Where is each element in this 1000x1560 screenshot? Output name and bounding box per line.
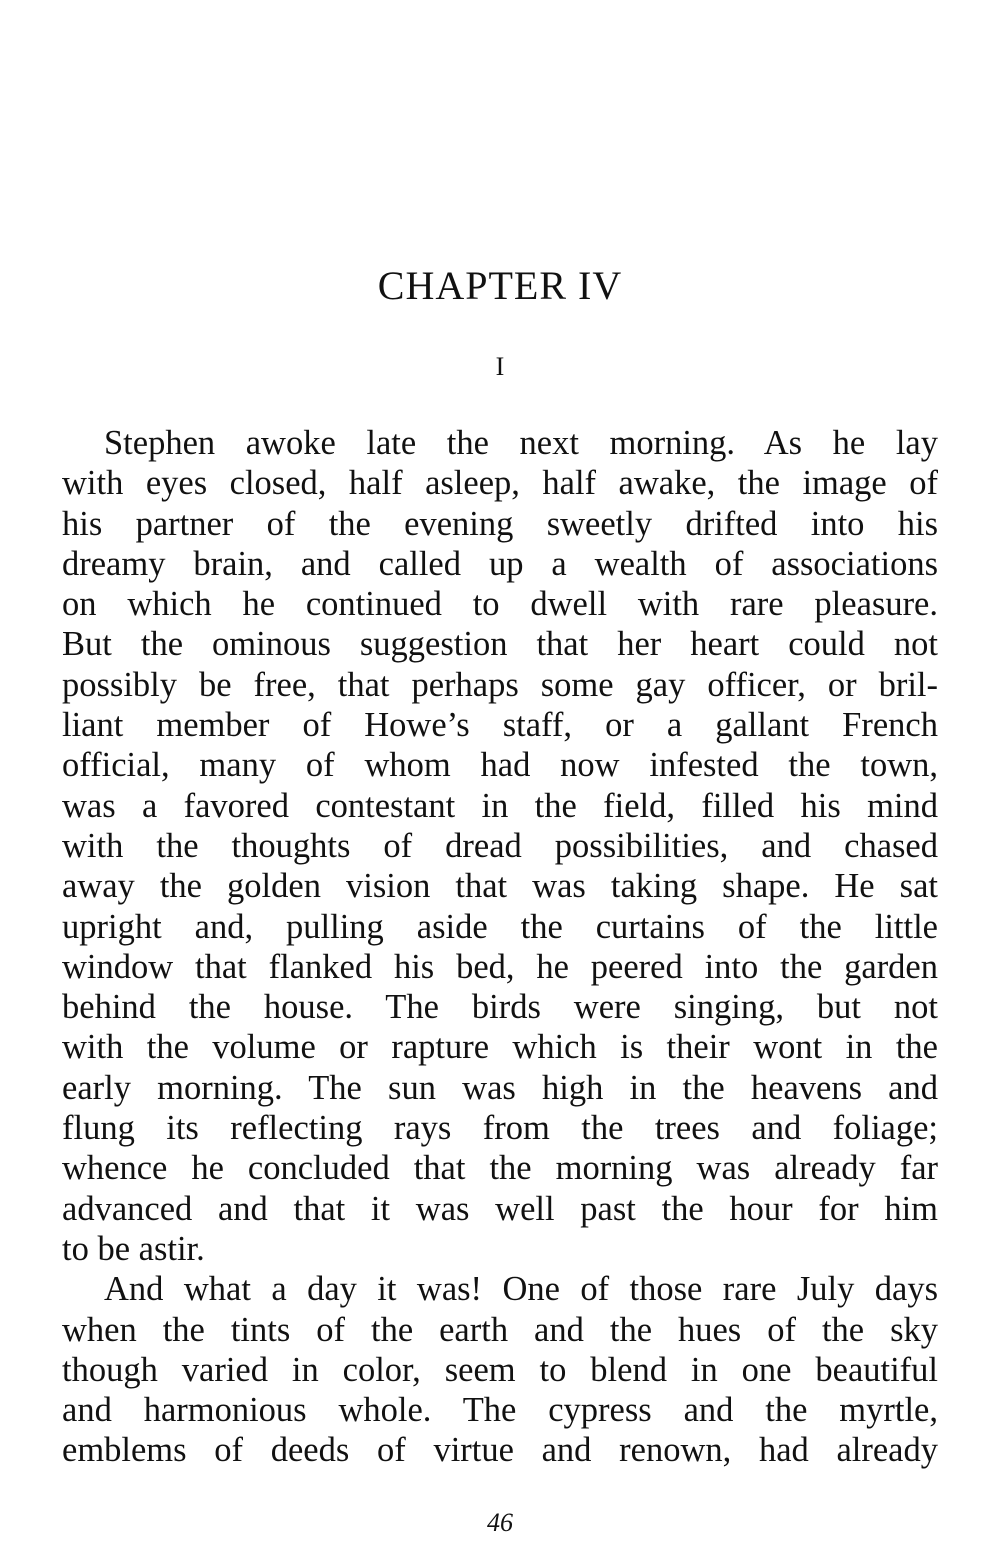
text-line: to be astir.: [62, 1229, 205, 1268]
text-line: But the ominous suggestion that her heart could not: [62, 625, 938, 664]
text-line: behind the house. The birds were singing, but not: [62, 988, 938, 1027]
text-line: on which he continued to dwell with rare pleasure.: [62, 585, 938, 624]
text-line: flung its reflecting rays from the trees and foliage;: [62, 1109, 938, 1148]
text-line: with the volume or rapture which is their wont in the: [62, 1028, 938, 1067]
text-line: upright and, pulling aside the curtains of the little: [62, 907, 938, 946]
text-line: early morning. The sun was high in the heavens and: [62, 1068, 938, 1107]
text-line: away the golden vision that was taking shape. He sat: [62, 867, 938, 906]
text-line: official, many of whom had now infested the town,: [62, 746, 938, 785]
section-number: I: [495, 352, 505, 381]
text-line: advanced and that it was well past the hour for him: [62, 1189, 938, 1228]
text-line: emblems of deeds of virtue and renown, had already: [62, 1431, 938, 1470]
paragraph-2: [62, 1269, 938, 1470]
text-line: whence he concluded that the morning was already far: [62, 1149, 938, 1188]
text-line: And what a day it was! One of those rare July days: [104, 1270, 938, 1309]
body-text: [62, 423, 938, 1471]
chapter-title: CHAPTER IV: [377, 263, 623, 308]
text-line: with eyes closed, half asleep, half awake, the image of: [62, 464, 938, 503]
text-line: when the tints of the earth and the hues of the sky: [62, 1310, 938, 1349]
text-line: with the thoughts of dread possibilities, and chased: [62, 826, 938, 865]
text-line: possibly be free, that perhaps some gay officer, or bril-: [62, 665, 938, 704]
text-line: window that flanked his bed, he peered into the garden: [62, 947, 938, 986]
text-line: liant member of Howe’s staff, or a gallant French: [62, 706, 938, 745]
paragraph-1: [62, 423, 938, 1269]
text-line: though varied in color, seem to blend in one beautiful: [62, 1350, 938, 1389]
text-line: and harmonious whole. The cypress and the myrtle,: [62, 1391, 938, 1430]
page-number: 46: [487, 1508, 513, 1537]
text-line: dreamy brain, and called up a wealth of associations: [62, 544, 938, 583]
text-line: his partner of the evening sweetly drifted into his: [62, 504, 938, 543]
text-line: was a favored contestant in the field, filled his mind: [62, 786, 938, 825]
text-line: Stephen awoke late the next morning. As he lay: [104, 424, 938, 462]
